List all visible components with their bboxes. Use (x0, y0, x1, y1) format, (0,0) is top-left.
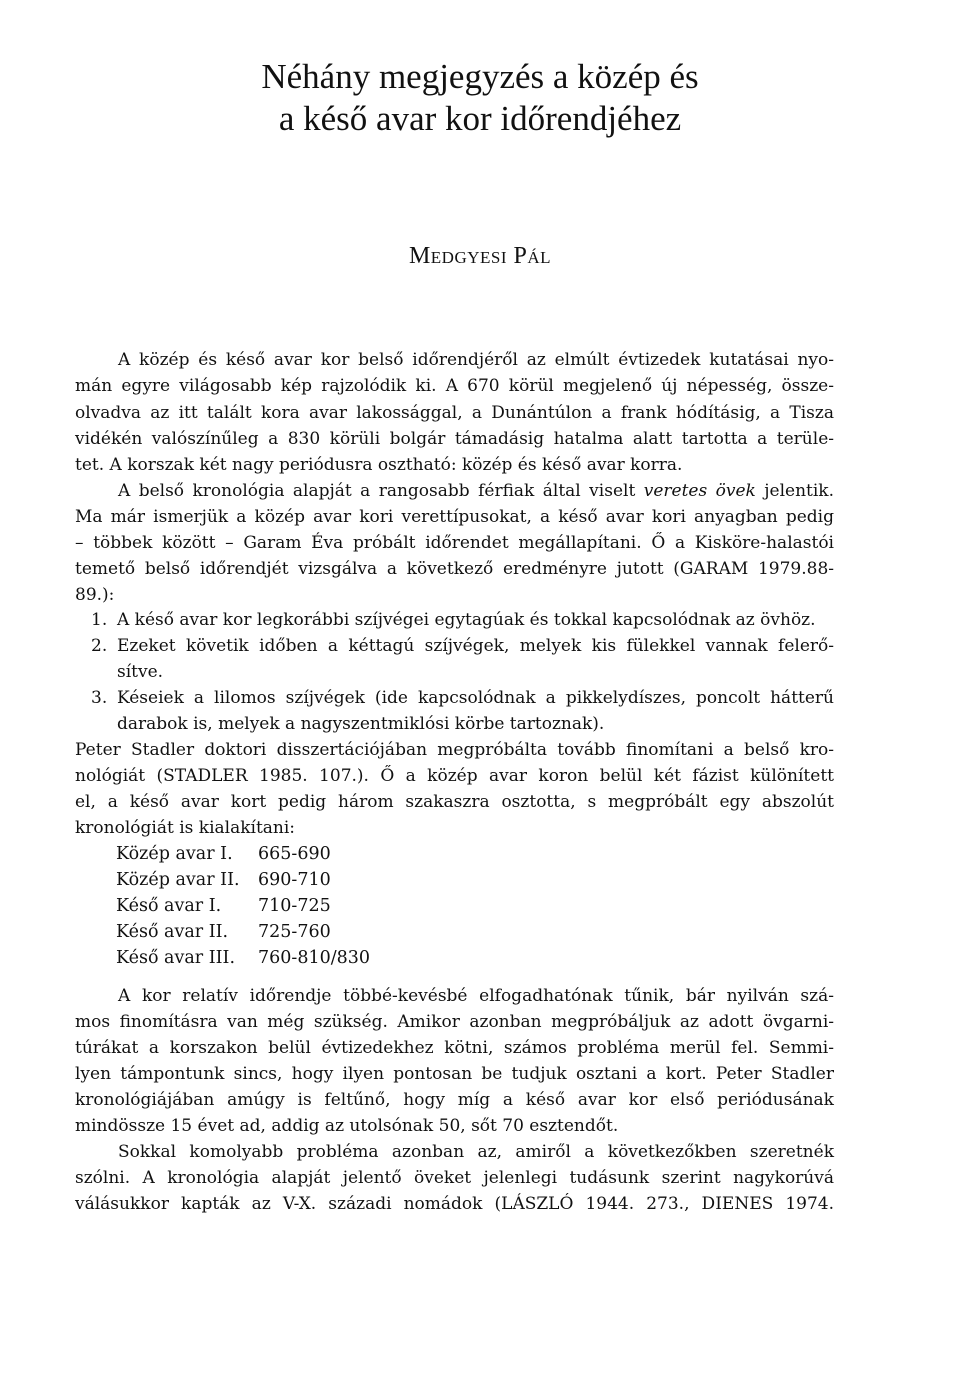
author-name: Medgyesi Pál (408, 243, 552, 269)
paragraph-4-line: lyen támpontunk sincs, hogy ilyen pontosan be tudjuk osztani a kort. Peter Stadler (75, 1064, 834, 1084)
list-item-line: A késő avar kor legkorábbi szíjvégei egytagúak és tokkal kapcsolódnak az övhöz. (117, 610, 816, 630)
paragraph-5-line: Sokkal komolyabb probléma azonban az, amiről a következőkben szeretnék (118, 1142, 834, 1162)
paragraph-2-line: 89.): (75, 585, 115, 605)
paragraph-4-line: mindössze 15 évet ad, addig az utolsónak 50, sőt 70 esztendőt. (75, 1116, 619, 1136)
paragraph-4-line: kronológiájában amúgy is feltűnő, hogy míg a késő avar kor első periódusának (75, 1090, 834, 1110)
paragraph-1-line: vidékén valószínűleg a 830 körüli bolgár támadásig hatalma alatt tartotta a terüle- (75, 429, 834, 449)
paragraph-3-line: Peter Stadler doktori disszertációjában megpróbálta tovább finomítani a belső kro- (75, 740, 834, 760)
paragraph-4-line: túrákat a korszakon belül évtizedekhez kötni, számos probléma merül fel. Semmi- (75, 1038, 834, 1058)
list-item-number: 3. (91, 688, 108, 708)
schedule-period-label: Késő avar II. (116, 922, 229, 942)
paragraph-2-line: temető belső időrendjét vizsgálva a következő eredményre jutott (GARAM 1979.88- (75, 559, 834, 579)
schedule-period-label: Közép avar I. (116, 844, 233, 864)
list-item-line: darabok is, melyek a nagyszentmiklósi körbe tartoznak). (117, 714, 605, 734)
schedule-period-range: 710-725 (258, 896, 331, 916)
schedule-period-label: Késő avar I. (116, 896, 222, 916)
schedule-period-label: Közép avar II. (116, 870, 240, 890)
paragraph-2-line (118, 478, 834, 504)
paragraph-3-line: el, a késő avar kort pedig három szakaszra osztotta, s megpróbált egy abszolút (75, 792, 834, 812)
paragraph-4-line: mos finomításra van még szükség. Amikor azonban megpróbáljuk az adott övgarni- (75, 1012, 834, 1032)
list-item-line: sítve. (117, 662, 164, 682)
paragraph-1-line: tet. A korszak két nagy periódusra osztható: közép és késő avar korra. (75, 455, 683, 475)
list-item-number: 1. (91, 610, 108, 630)
paragraph-3-line: nológiát (STADLER 1985. 107.). Ő a közép avar koron belül két fázist különített (75, 766, 834, 786)
paragraph-2-text: A belső kronológia alapját a rangosabb férfiak által viselt (118, 481, 644, 501)
list-item-line: Késeiek a lilomos szíjvégek (ide kapcsolódnak a pikkelydíszes, poncolt hátterű (117, 688, 834, 708)
paragraph-4-line: A kor relatív időrendje többé-kevésbé elfogadhatónak tűnik, bár nyilván szá- (118, 986, 834, 1006)
paragraph-5-line: válásukkor kapták az V-X. századi nomádok (LÁSZLÓ 1944. 273., DIENES 1974. (75, 1194, 834, 1214)
schedule-period-label: Késő avar III. (116, 948, 236, 968)
paragraph-1-line: mán egyre világosabb kép rajzolódik ki. A 670 körül megjelenő új népesség, össze- (75, 376, 834, 396)
article-title-line-1: Néhány megjegyzés a közép és (261, 57, 699, 96)
paragraph-2-text: jelentik. (755, 481, 835, 501)
paragraph-5-line: szólni. A kronológia alapját jelentő öveket jelenlegi tudásunk szerint nagykorúvá (75, 1168, 834, 1188)
list-item-line: Ezeket követik időben a kéttagú szíjvégek, melyek kis fülekkel vannak felerő- (117, 636, 834, 656)
paragraph-2-line: Ma már ismerjük a közép avar kori verettípusokat, a késő avar kori anyagban pedig (75, 507, 834, 527)
schedule-period-range: 665-690 (258, 844, 331, 864)
paragraph-1-line: A közép és késő avar kor belső időrendjéről az elmúlt évtizedek kutatásai nyo- (118, 350, 834, 370)
paragraph-2-italic-term: veretes övek (643, 481, 756, 501)
paragraph-1-line: olvadva az itt talált kora avar lakossággal, a Dunántúlon a frank hódításig, a Tisza (75, 403, 834, 423)
paragraph-2-line: – többek között – Garam Éva próbált időrendet megállapítani. Ő a Kisköre-halastói (75, 533, 834, 553)
list-item-number: 2. (91, 636, 108, 656)
schedule-period-range: 690-710 (258, 870, 331, 890)
paragraph-3-line: kronológiát is kialakítani: (75, 818, 296, 838)
article-title-line-2: a késő avar kor időrendjéhez (278, 99, 682, 138)
schedule-period-range: 760-810/830 (258, 948, 371, 968)
schedule-period-range: 725-760 (258, 922, 331, 942)
